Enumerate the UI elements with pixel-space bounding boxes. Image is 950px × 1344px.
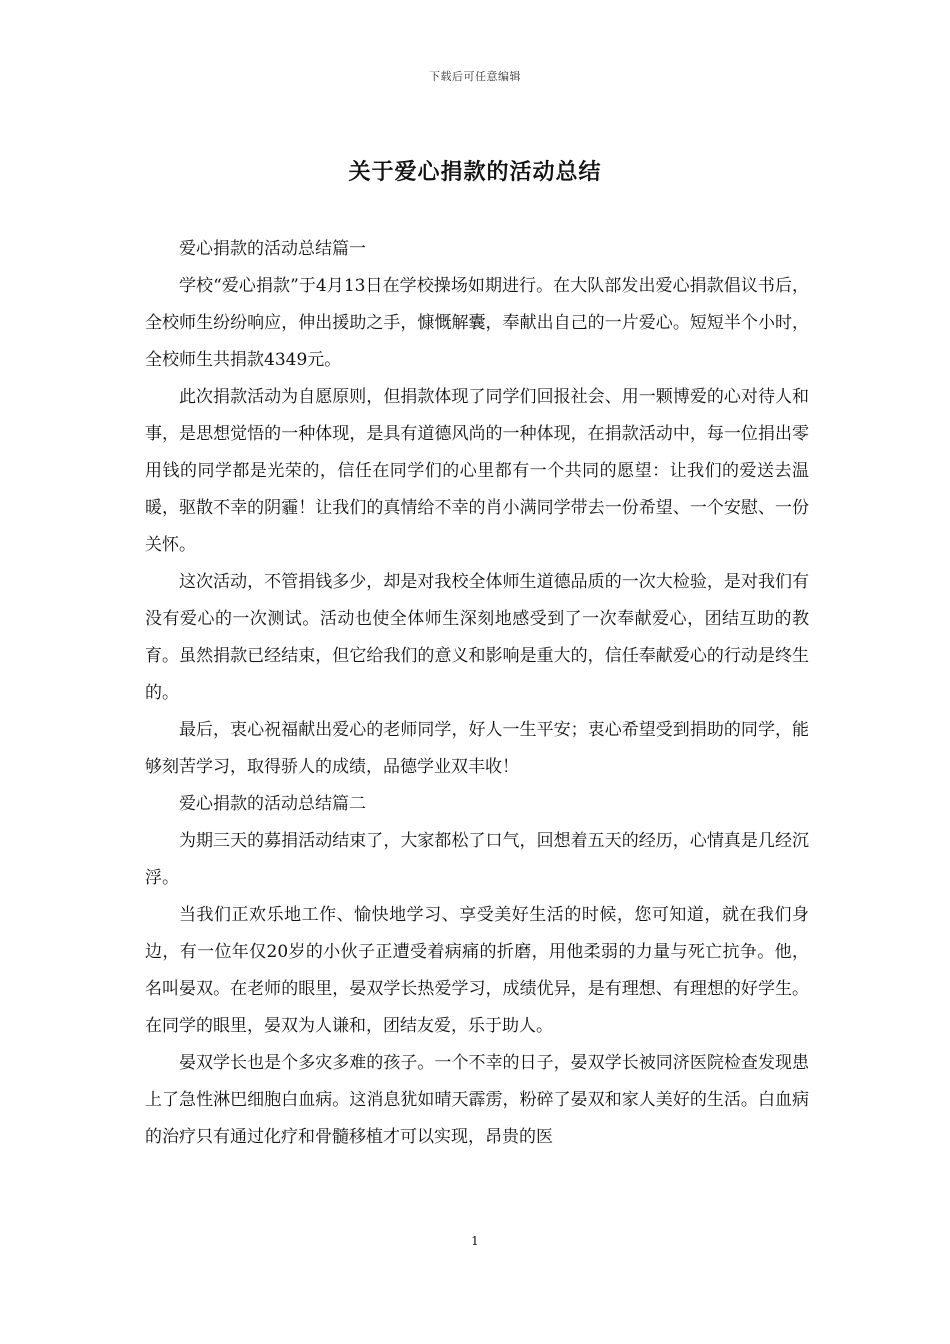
page-number: 1 bbox=[471, 1234, 479, 1248]
header-note: 下载后可任意编辑 bbox=[429, 70, 521, 83]
paragraph: 为期三天的募捐活动结束了，大家都松了口气，回想着五天的经历，心情真是几经沉浮。 bbox=[145, 831, 809, 888]
paragraph: 学校“爱心捐款”于4月13日在学校操场如期进行。在大队部发出爱心捐款倡议书后，全校师生纷纷响应，伸出援助之手，慷慨解囊，奉献出自己的一片爱心。短短半个小时，全校师生共捐款4349元。 bbox=[145, 276, 809, 370]
document-body bbox=[145, 231, 809, 1156]
section-heading-2: 爱心捐款的活动总结篇二 bbox=[179, 794, 366, 814]
section-heading-1: 爱心捐款的活动总结篇一 bbox=[179, 239, 366, 259]
paragraph: 晏双学长也是个多灾多难的孩子。一个不幸的日子，晏双学长被同济医院检查发现患上了急性淋巴细胞白血病。这消息犹如晴天霹雳，粉碎了晏双和家人美好的生活。白血病的治疗只有通过化疗和骨髓移植才可以实现，昂贵的医 bbox=[145, 1053, 809, 1147]
paragraph: 最后，衷心祝福献出爱心的老师同学，好人一生平安；衷心希望受到捐助的同学，能够刻苦学习，取得骄人的成绩，品德学业双丰收！ bbox=[145, 720, 809, 777]
paragraph: 此次捐款活动为自愿原则，但捐款体现了同学们回报社会、用一颗博爱的心对待人和事，是思想觉悟的一种体现，是具有道德风尚的一种体现，在捐款活动中，每一位捐出零用钱的同学都是光荣的，信任在同学们的心里都有一个共同的愿望：让我们的爱送去温暖，驱散不幸的阴霾！让我们的真情给不幸的肖小满同学带去一份希望、一个安慰、一份关怀。 bbox=[145, 387, 809, 555]
paragraph: 当我们正欢乐地工作、愉快地学习、享受美好生活的时候，您可知道，就在我们身边，有一位年仅20岁的小伙子正遭受着病痛的折磨，用他柔弱的力量与死亡抗争。他，名叫晏双。在老师的眼里，晏双学长热爱学习，成绩优异，是有理想、有理想的好学生。在同学的眼里，晏双为人谦和，团结友爱，乐于助人。 bbox=[145, 905, 809, 1036]
paragraph: 这次活动，不管捐钱多少，却是对我校全体师生道德品质的一次大检验，是对我们有没有爱心的一次测试。活动也使全体师生深刻地感受到了一次奉献爱心，团结互助的教育。虽然捐款已经结束，但它给我们的意义和影响是重大的，信任奉献爱心的行动是终生的。 bbox=[145, 572, 809, 703]
document-title: 关于爱心捐款的活动总结 bbox=[348, 159, 602, 185]
